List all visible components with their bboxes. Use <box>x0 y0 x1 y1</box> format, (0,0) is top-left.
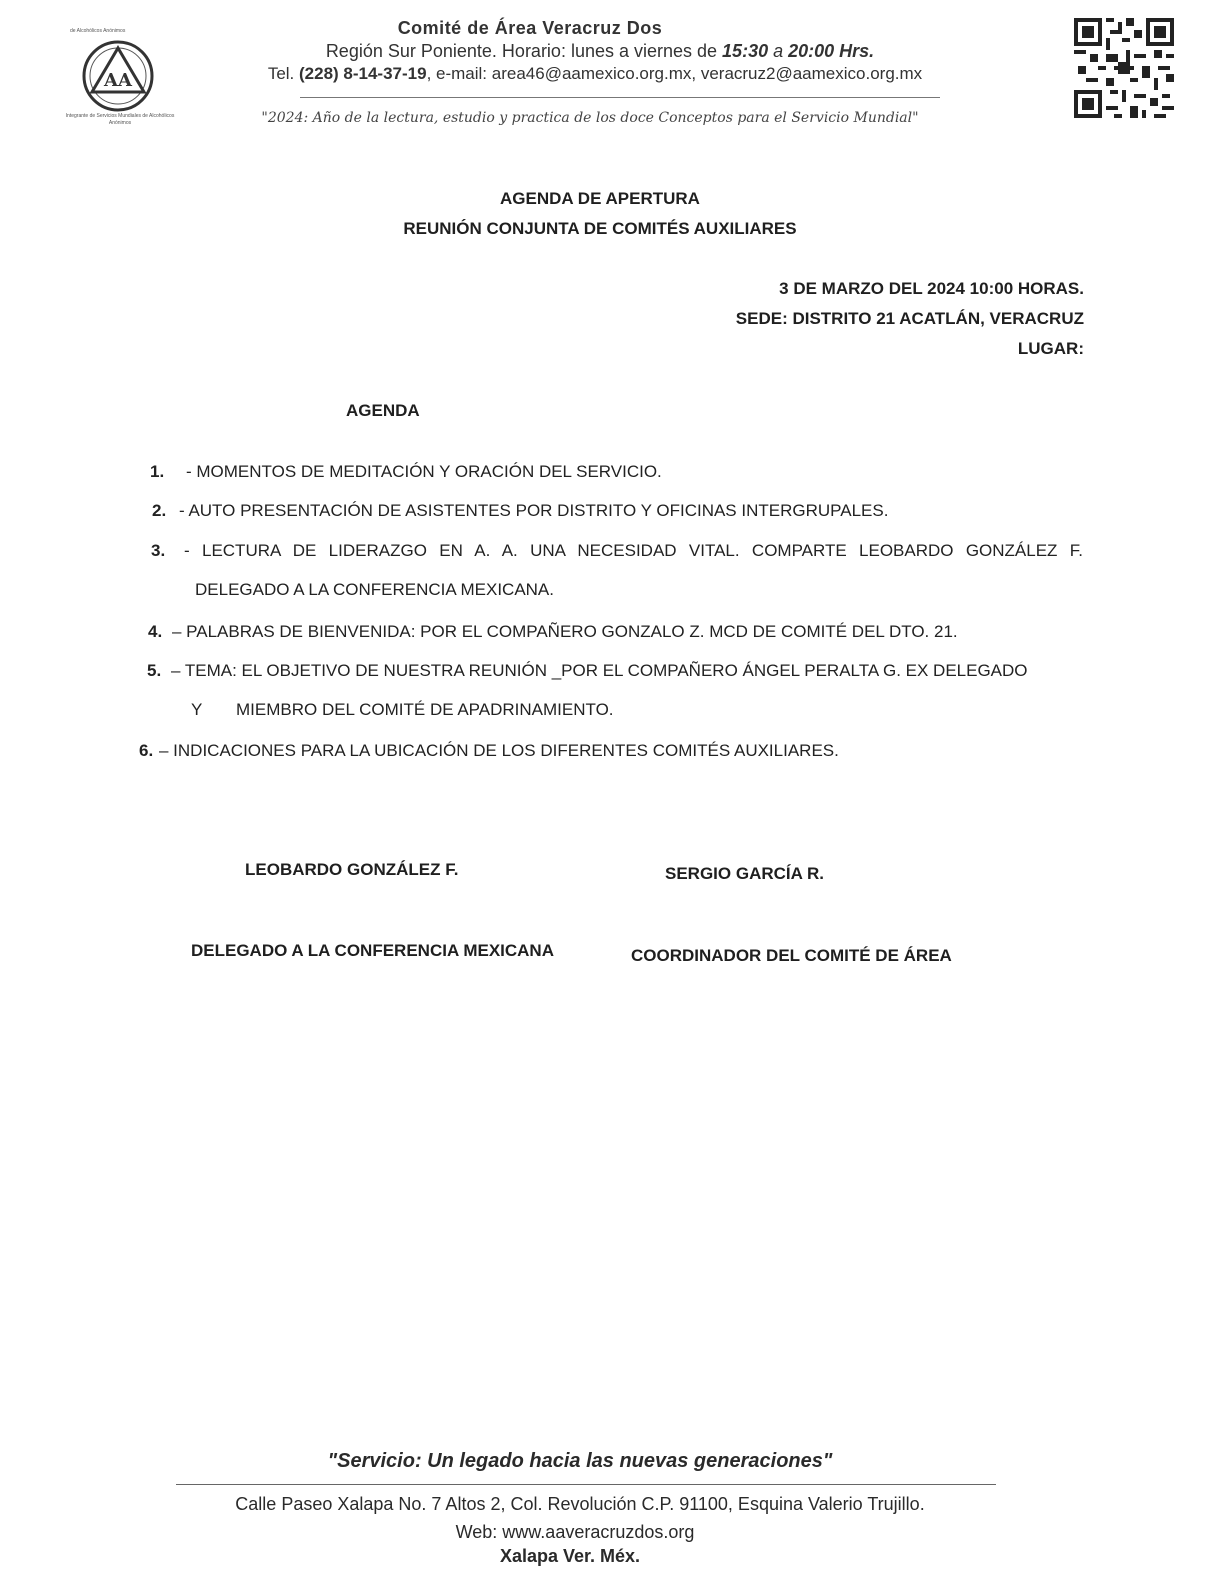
time-sep: a <box>768 41 789 61</box>
qr-code-icon <box>1074 16 1174 120</box>
header-divider <box>300 97 940 98</box>
footer-slogan: "Servicio: Un legado hacia las nuevas generaciones" <box>327 1450 833 1472</box>
signer-right-role: COORDINADOR DEL COMITÉ DE ÁREA <box>631 946 952 965</box>
agenda-heading: AGENDA <box>346 401 420 420</box>
agenda-item-text: – PALABRAS DE BIENVENIDA: POR EL COMPAÑERO GONZALO Z. MCD DE COMITÉ DEL DTO. 21. <box>172 622 958 641</box>
agenda-item-conjunction: Y <box>191 700 203 719</box>
agenda-item-continuation-text: MIEMBRO DEL COMITÉ DE APADRINAMIENTO. <box>236 700 614 719</box>
document-subtitle: REUNIÓN CONJUNTA DE COMITÉS AUXILIARES <box>403 219 797 238</box>
email-text: , e-mail: area46@aamexico.org.mx, veracruz2@aamexico.org.mx <box>426 64 923 83</box>
agenda-item-text: - MOMENTOS DE MEDITACIÓN Y ORACIÓN DEL SERVICIO. <box>186 462 662 481</box>
meeting-venue: SEDE: DISTRITO 21 ACATLÁN, VERACRUZ <box>735 309 1084 328</box>
agenda-item-number: 5. <box>147 661 162 680</box>
agenda-item-number: 1. <box>150 462 165 481</box>
agenda-item-text: - LECTURA DE LIDERAZGO EN A. A. UNA NECESIDAD VITAL. COMPARTE LEOBARDO GONZÁLEZ F. <box>184 541 1083 560</box>
logo-top-text: de Alcohólicos Anónimos <box>70 28 126 34</box>
time-start: 15:30 <box>722 41 769 61</box>
agenda-item-text: – TEMA: EL OBJETIVO DE NUESTRA REUNIÓN _POR EL COMPAÑERO ÁNGEL PERALTA G. EX DELEGADO <box>171 661 1028 680</box>
agenda-item-number: 6. <box>139 741 154 760</box>
signer-right-name: SERGIO GARCÍA R. <box>665 864 824 883</box>
agenda-item <box>152 501 888 521</box>
agenda-item-number: 2. <box>152 501 167 520</box>
logo-bottom-text: Integrante de Servicios Mundiales de Alcohólicos Anónimos <box>65 113 175 126</box>
time-end: 20:00 Hrs. <box>788 41 875 61</box>
agenda-item-number: 3. <box>151 541 166 560</box>
year-motto: "2024: Año de la lectura, estudio y practica de los doce Conceptos para el Servicio Mundial" <box>261 110 919 126</box>
agenda-item <box>151 541 1083 561</box>
tel-number: (228) 8-14-37-19 <box>299 64 427 83</box>
footer-divider <box>176 1484 996 1485</box>
agenda-item <box>150 462 662 482</box>
signer-left-role: DELEGADO A LA CONFERENCIA MEXICANA <box>191 941 554 960</box>
region-prefix: Región Sur Poniente. Horario: lunes a viernes de <box>325 41 723 61</box>
agenda-item <box>147 661 1028 681</box>
footer-address: Calle Paseo Xalapa No. 7 Altos 2, Col. Revolución C.P. 91100, Esquina Valerio Trujillo. <box>235 1494 925 1514</box>
meeting-date: 3 DE MARZO DEL 2024 10:00 HORAS. <box>779 279 1084 298</box>
agenda-item-text: – INDICACIONES PARA LA UBICACIÓN DE LOS DIFERENTES COMITÉS AUXILIARES. <box>159 741 839 760</box>
svg-text:AA: AA <box>104 70 132 91</box>
committee-name: Comité de Área Veracruz Dos <box>397 18 663 38</box>
agenda-item <box>148 622 958 642</box>
tel-prefix: Tel. <box>267 64 299 83</box>
signer-left-name: LEOBARDO GONZÁLEZ F. <box>245 860 459 879</box>
footer-city: Xalapa Ver. Méx. <box>499 1546 641 1566</box>
agenda-item <box>139 741 839 761</box>
agenda-item-text: - AUTO PRESENTACIÓN DE ASISTENTES POR DISTRITO Y OFICINAS INTERGRUPALES. <box>179 501 889 520</box>
agenda-item-continuation <box>191 700 614 720</box>
aa-logo-icon <box>60 26 180 126</box>
footer-website: Web: www.aaveracruzdos.org <box>455 1522 695 1542</box>
contact-line <box>200 64 990 84</box>
agenda-item-number: 4. <box>148 622 163 641</box>
document-title: AGENDA DE APERTURA <box>500 189 700 208</box>
meeting-place: LUGAR: <box>1017 339 1084 358</box>
agenda-item-continuation: DELEGADO A LA CONFERENCIA MEXICANA. <box>195 580 554 599</box>
region-schedule <box>200 41 1000 62</box>
